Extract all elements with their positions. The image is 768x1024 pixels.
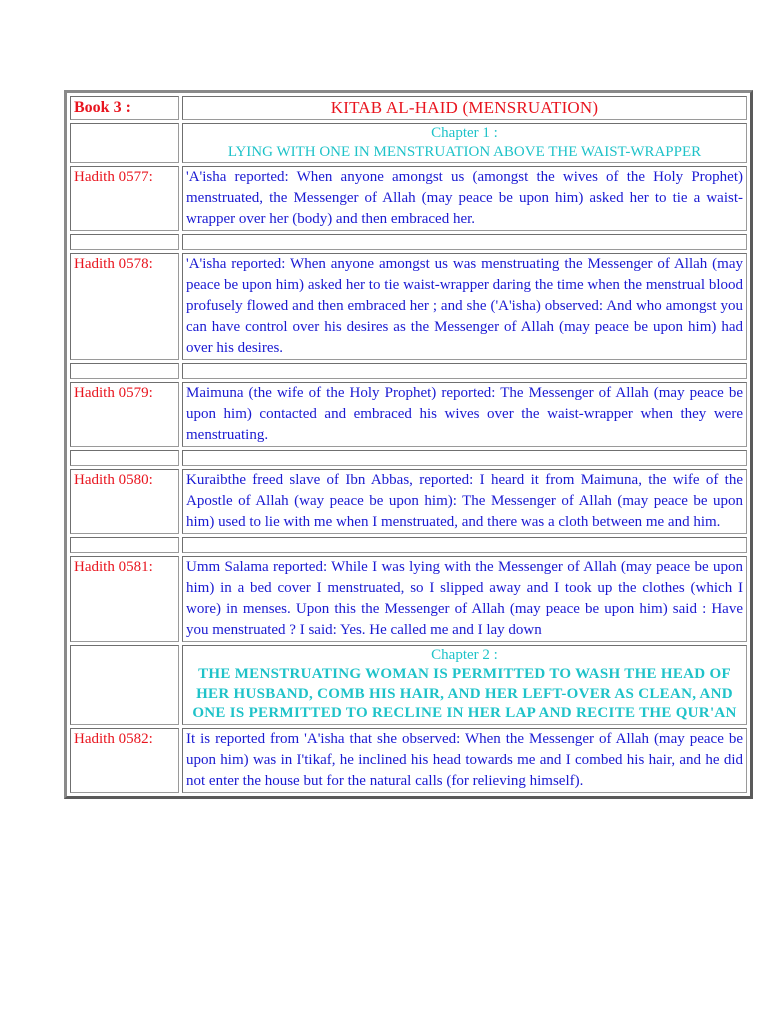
hadith-label-cell bbox=[70, 253, 179, 360]
book-label-cell bbox=[70, 96, 179, 120]
chapter-title: LYING WITH ONE IN MENSTRUATION ABOVE THE WAIST-WRAPPER bbox=[227, 144, 702, 160]
chapter-label-cell bbox=[70, 645, 179, 725]
hadith-label-cell bbox=[70, 556, 179, 642]
chapter-number: Chapter 1 : bbox=[431, 125, 498, 141]
hadith-row bbox=[70, 382, 747, 447]
hadith-label-cell bbox=[70, 728, 179, 793]
spacer-cell-body bbox=[182, 537, 747, 553]
spacer-cell-label bbox=[70, 537, 179, 553]
chapter-cell bbox=[182, 123, 747, 163]
hadith-text: It is reported from 'A'isha that she observed: When the Messenger of Allah (may peace be upon him) was in I'tikaf, he inclined his head towards me and I combed his hair, and he did not enter the house but for the natural calls (for relieving himself). bbox=[186, 730, 743, 789]
spacer-cell-label bbox=[70, 450, 179, 466]
hadith-table-body bbox=[70, 96, 747, 793]
hadith-row bbox=[70, 469, 747, 534]
chapter-cell bbox=[182, 645, 747, 725]
book-header-row bbox=[70, 96, 747, 120]
hadith-text: Maimuna (the wife of the Holy Prophet) reported: The Messenger of Allah (may peace be upon him) contacted and embraced his wives over the waist-wrapper when they were menstruating. bbox=[186, 385, 743, 443]
hadith-table bbox=[64, 90, 753, 799]
hadith-text: 'A'isha reported: When anyone amongst us (amongst the wives of the Holy Prophet) menstruated, the Messenger of Allah (may peace be upon him) asked her to tie a waist-wrapper over her (body) and then embraced her. bbox=[186, 169, 743, 227]
hadith-text-cell bbox=[182, 382, 747, 447]
hadith-number: Hadith 0582: bbox=[74, 730, 153, 747]
hadith-text-cell bbox=[182, 469, 747, 534]
hadith-row bbox=[70, 253, 747, 360]
chapter-row bbox=[70, 645, 747, 725]
hadith-number: Hadith 0578: bbox=[74, 256, 153, 272]
hadith-number: Hadith 0581: bbox=[74, 559, 153, 575]
hadith-text: Kuraibthe freed slave of Ibn Abbas, reported: I heard it from Maimuna, the wife of the Apostle of Allah (way peace be upon him): The Messenger of Allah (may peace be upon him) used to lie with me when I menstruated, and there was a cloth between me and him. bbox=[186, 472, 743, 530]
hadith-row bbox=[70, 556, 747, 642]
spacer-cell-label bbox=[70, 363, 179, 379]
hadith-label-cell bbox=[70, 166, 179, 231]
spacer-row bbox=[70, 234, 747, 250]
hadith-number: Hadith 0579: bbox=[74, 385, 153, 401]
hadith-text-cell bbox=[182, 253, 747, 360]
hadith-number: Hadith 0577: bbox=[74, 169, 153, 185]
hadith-text: Umm Salama reported: While I was lying with the Messenger of Allah (may peace be upon him) in a bed cover I menstruated, so I slipped away and I took up the clothes (which I wore) in menses. Upon this the Messenger of Allah (may peace be upon him) said : Have you menstruated ? I said: Yes. He called me and I lay down bbox=[186, 559, 743, 638]
spacer-row bbox=[70, 363, 747, 379]
spacer-cell-body bbox=[182, 363, 747, 379]
chapter-title: THE MENSTRUATING WOMAN IS PERMITTED TO WASH THE HEAD OF HER HUSBAND, COMB HIS HAIR, AND HER LEFT-OVER AS CLEAN, AND ONE IS PERMITTED TO RECLINE IN HER LAP AND RECITE THE QUR'AN bbox=[192, 666, 737, 721]
hadith-row bbox=[70, 728, 747, 793]
book-title: KITAB AL-HAID (MENSRUATION) bbox=[330, 98, 599, 117]
chapter-label-cell bbox=[70, 123, 179, 163]
hadith-text: 'A'isha reported: When anyone amongst us was menstruating the Messenger of Allah (may peace be upon him) asked her to tie waist-wrapper daring the time when the menstrual blood profusely flowed and then embraced her ; and she ('A'isha) observed: And who amongst you can have control over his desires as the Messenger of Allah (may peace be upon him) had over his desires. bbox=[186, 256, 743, 356]
spacer-cell-body bbox=[182, 450, 747, 466]
spacer-cell-label bbox=[70, 234, 179, 250]
hadith-label-cell bbox=[70, 382, 179, 447]
hadith-text-cell bbox=[182, 556, 747, 642]
spacer-row bbox=[70, 450, 747, 466]
spacer-row bbox=[70, 537, 747, 553]
hadith-row bbox=[70, 166, 747, 231]
hadith-text-cell bbox=[182, 166, 747, 231]
spacer-cell-body bbox=[182, 234, 747, 250]
chapter-row bbox=[70, 123, 747, 163]
chapter-number: Chapter 2 : bbox=[431, 647, 498, 663]
hadith-text-cell bbox=[182, 728, 747, 793]
book-title-cell bbox=[182, 96, 747, 120]
hadith-number: Hadith 0580: bbox=[74, 472, 153, 488]
hadith-label-cell bbox=[70, 469, 179, 534]
book-label: Book 3 : bbox=[74, 99, 131, 116]
